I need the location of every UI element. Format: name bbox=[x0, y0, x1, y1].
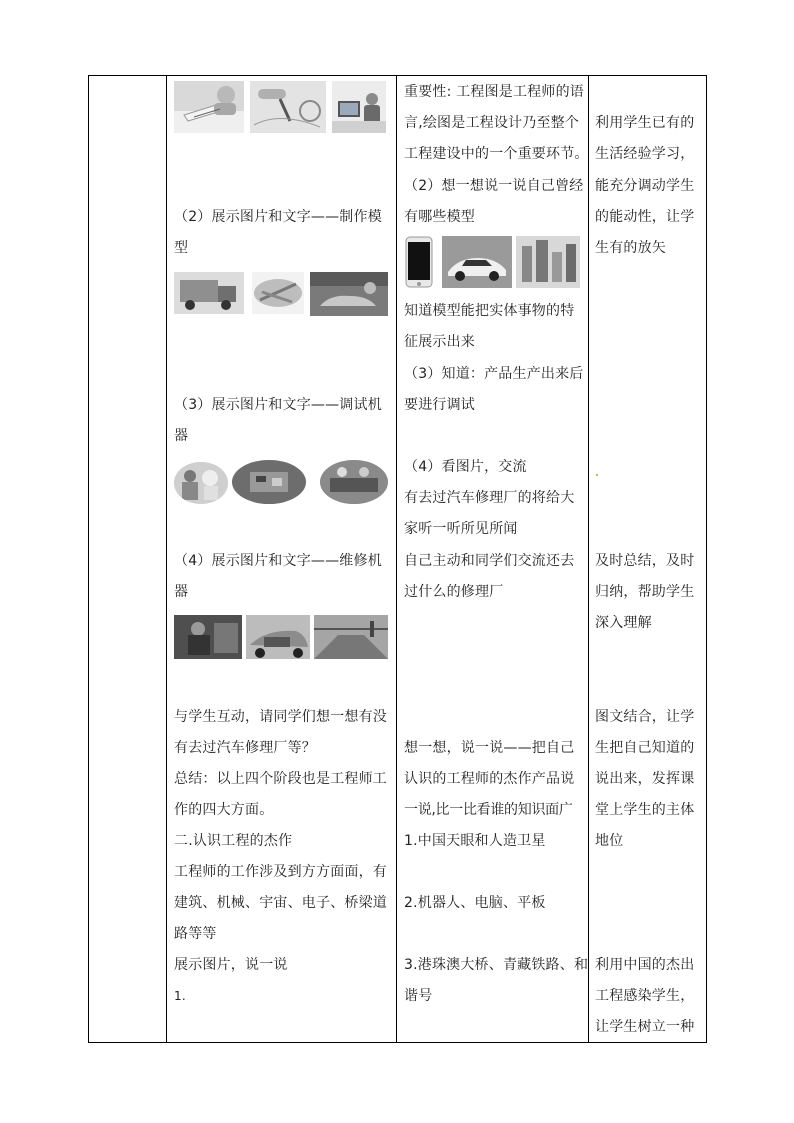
self-text-2: 过什么的修理厂 bbox=[404, 584, 504, 600]
self-text-1: 自己主动和同学们交流还去 bbox=[404, 553, 575, 569]
photo-truck-model bbox=[174, 272, 244, 314]
table-column-divider-1 bbox=[166, 75, 167, 1043]
intent-b-1: 及时总结，及时 bbox=[595, 553, 695, 569]
repair-text-1: 有去过汽车修理厂的将给大 bbox=[404, 490, 575, 506]
photo-pipes-model bbox=[252, 272, 304, 314]
photo-car-model-workshop bbox=[310, 272, 388, 316]
answer-2: 2.机器人、电脑、平板 bbox=[404, 895, 546, 911]
think-text-1: （2）想一想说一说自己曾经 bbox=[404, 178, 584, 194]
photo-phone-model bbox=[404, 236, 434, 288]
intent-d-3: 让学生树立一种 bbox=[595, 1019, 695, 1035]
step2-text-cont: 型 bbox=[174, 240, 189, 256]
intent-a-2: 生活经验学习， bbox=[595, 146, 695, 162]
summary-text-1: 总结：以上四个阶段也是工程师工 bbox=[174, 771, 387, 787]
intent-a-1: 利用学生已有的 bbox=[595, 115, 695, 131]
step4-text-cont: 器 bbox=[174, 584, 189, 600]
intent-b-2: 归纳，帮助学生 bbox=[595, 584, 695, 600]
intent-b-3: 深入理解 bbox=[595, 615, 652, 631]
photo-sports-car-model bbox=[442, 236, 512, 288]
importance-text-3: 工程建设中的一个重要环节。 bbox=[404, 146, 589, 162]
table-column-divider-3 bbox=[588, 75, 589, 1043]
photo-drawing-hands bbox=[174, 81, 244, 133]
say-text-1: 想一想，说一说——把自己 bbox=[404, 740, 575, 756]
know-text-1: （3）知道：产品生产出来后 bbox=[404, 366, 584, 382]
model-text-1: 知道模型能把实体事物的特 bbox=[404, 303, 575, 319]
intent-c-2: 生把自己知道的 bbox=[595, 740, 695, 756]
intent-d-2: 工程感染学生， bbox=[595, 988, 695, 1004]
item-1: 1. bbox=[174, 989, 186, 1003]
scope-text-3: 路等等 bbox=[174, 926, 217, 942]
table-border-right bbox=[706, 75, 707, 1043]
importance-text-1: 重要性: 工程图是工程师的语 bbox=[404, 84, 584, 100]
photo-city-model bbox=[516, 236, 580, 288]
photo-circuit-testing bbox=[232, 460, 306, 504]
intent-a-3: 能充分调动学生 bbox=[595, 178, 695, 194]
photo-lab-testing bbox=[320, 460, 388, 504]
intent-a-5: 生有的放矢 bbox=[595, 240, 666, 256]
table-border-bottom bbox=[88, 1042, 707, 1043]
photo-mechanic-car bbox=[174, 615, 242, 659]
step4-text: （4）展示图片和文字——维修机 bbox=[174, 553, 382, 569]
photo-computer-drafting bbox=[332, 81, 386, 133]
section-heading: 二.认识工程的杰作 bbox=[174, 833, 293, 849]
intent-c-4: 堂上学生的主体 bbox=[595, 802, 695, 818]
intent-c-5: 地位 bbox=[595, 833, 624, 849]
scope-text-2: 建筑、机械、宇宙、电子、桥梁道 bbox=[174, 895, 387, 911]
answer-3-cont: 谐号 bbox=[404, 988, 433, 1004]
stray-mark bbox=[596, 474, 598, 476]
model-text-2: 征展示出来 bbox=[404, 334, 475, 350]
scope-text-1: 工程师的工作涉及到方方面面，有 bbox=[174, 864, 387, 880]
step3-text: （3）展示图片和文字——调试机 bbox=[174, 397, 382, 413]
photo-drawing-tools bbox=[250, 81, 326, 133]
repair-text-2: 家听一听所见所闻 bbox=[404, 521, 518, 537]
intent-d-1: 利用中国的杰出 bbox=[595, 957, 695, 973]
photo-robot-testing bbox=[174, 462, 228, 504]
say-text-3: 一说,比一比看谁的知识面广 bbox=[404, 802, 573, 818]
show-text: 展示图片，说一说 bbox=[174, 957, 288, 973]
table-column-divider-2 bbox=[396, 75, 397, 1043]
know-text-2: 要进行调试 bbox=[404, 397, 475, 413]
intent-c-3: 说出来，发挥课 bbox=[595, 771, 695, 787]
intent-c-1: 图文结合，让学 bbox=[595, 709, 695, 725]
step3-text-cont: 器 bbox=[174, 428, 189, 444]
summary-text-2: 作的四大方面。 bbox=[174, 802, 274, 818]
table-border-top bbox=[88, 75, 707, 76]
photo-road-repair bbox=[314, 615, 388, 659]
say-text-2: 认识的工程师的杰作产品说 bbox=[404, 771, 575, 787]
table-border-left bbox=[88, 75, 89, 1043]
photo-engine-repair bbox=[246, 615, 310, 659]
see-text: （4）看图片，交流 bbox=[404, 459, 527, 475]
step2-text: （2）展示图片和文字——制作模 bbox=[174, 209, 382, 225]
interact-text-2: 有去过汽车修理厂等？ bbox=[174, 740, 316, 756]
answer-3: 3.港珠澳大桥、青藏铁路、和 bbox=[404, 957, 589, 973]
intent-a-4: 的能动性，让学 bbox=[595, 209, 695, 225]
importance-text-2: 言,绘图是工程设计乃至整个 bbox=[404, 115, 580, 131]
interact-text-1: 与学生互动，请同学们想一想有没 bbox=[174, 709, 387, 725]
answer-1: 1.中国天眼和人造卫星 bbox=[404, 833, 546, 849]
think-text-2: 有哪些模型 bbox=[404, 209, 475, 225]
